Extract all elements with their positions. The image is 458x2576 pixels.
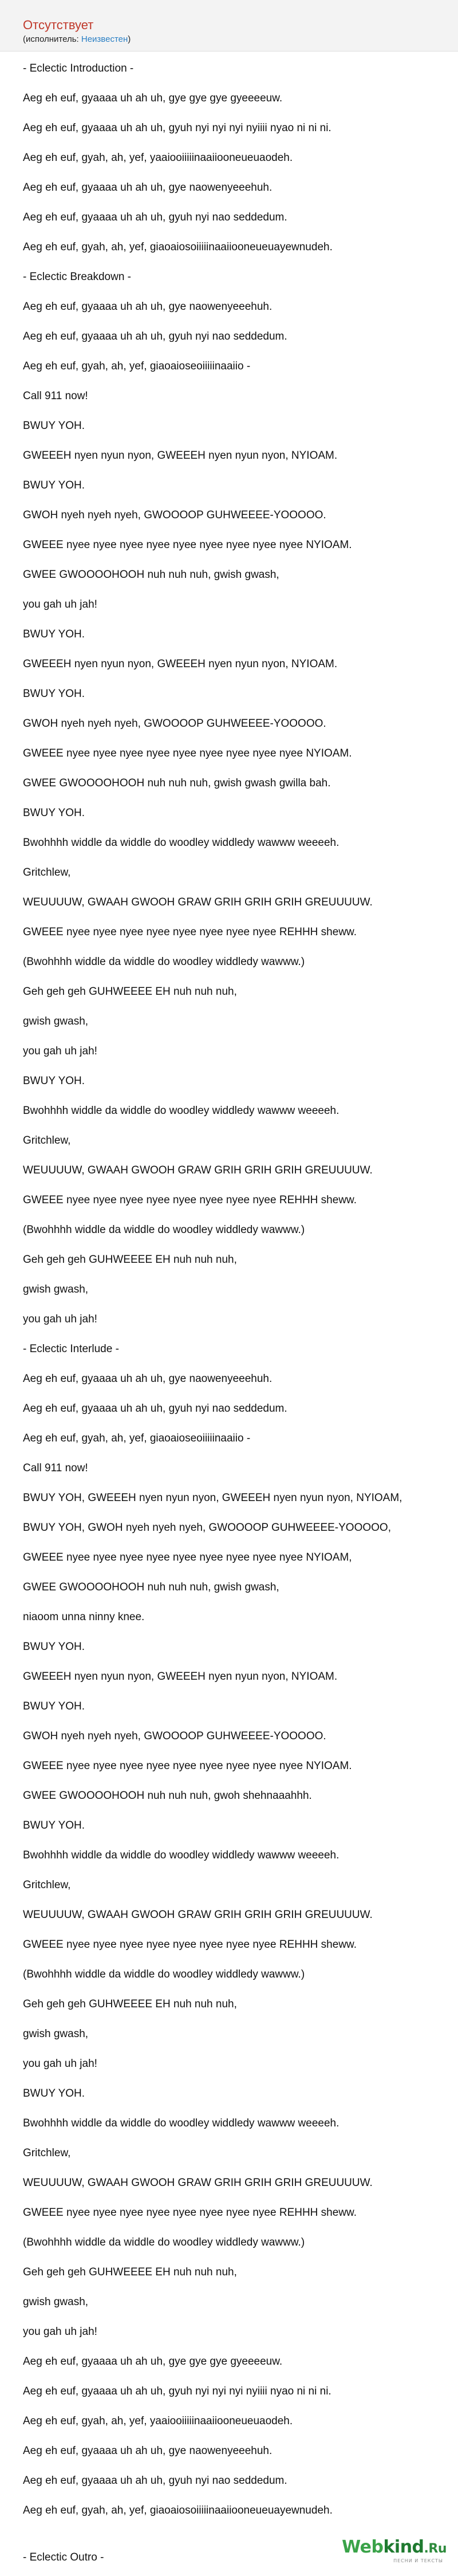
artist-prefix: (исполнитель: [23, 34, 81, 44]
lyric-line: BWUY YOH. [23, 1641, 85, 1653]
lyric-line: BWUY YOH, GWEEEH nyen nyun nyon, GWEEEH nyen nyun nyon, NYIOAM, [23, 1492, 402, 1504]
lyric-line: Aeg eh euf, gyah, ah, yef, giaoaiosoiiiiinaaiiooneueuayewnudeh. [23, 2504, 333, 2516]
lyric-line: BWUY YOH, GWOH nyeh nyeh nyeh, GWOOOOP GUHWEEEE-YOOOOO, [23, 1522, 391, 1534]
lyric-line: - Eclectic Introduction - [23, 62, 134, 74]
lyric-line: GWOH nyeh nyeh nyeh, GWOOOOP GUHWEEEE-YOOOOO. [23, 1730, 326, 1742]
lyric-line: Aeg eh euf, gyaaaa uh ah uh, gyuh nyi nao seddedum. [23, 2475, 287, 2487]
lyric-line: Aeg eh euf, gyaaaa uh ah uh, gye gye gye gyeeeeuw. [23, 92, 283, 104]
song-header [0, 0, 458, 52]
lyric-line: BWUY YOH. [23, 1075, 85, 1087]
lyric-line: - Eclectic Breakdown - [23, 271, 132, 283]
lyrics-body [0, 62, 458, 2534]
lyric-line: GWOH nyeh nyeh nyeh, GWOOOOP GUHWEEEE-YOOOOO. [23, 509, 326, 521]
lyric-line: GWEE GWOOOOHOOH nuh nuh nuh, gwish gwash, [23, 569, 279, 581]
lyric-line: Gritchlew, [23, 866, 71, 879]
lyric-line: BWUY YOH. [23, 1819, 85, 1831]
lyric-line: GWEEE nyee nyee nyee nyee nyee nyee nyee nyee nyee NYIOAM. [23, 1760, 352, 1772]
lyric-line: GWEEE nyee nyee nyee nyee nyee nyee nyee nyee nyee NYIOAM. [23, 747, 352, 759]
lyric-line: Geh geh geh GUHWEEEE EH nuh nuh nuh, [23, 2266, 237, 2278]
lyric-line: BWUY YOH. [23, 1700, 85, 1712]
lyric-line: Call 911 now! [23, 390, 88, 402]
lyric-line: Aeg eh euf, gyaaaa uh ah uh, gye gye gye gyeeeeuw. [23, 2356, 283, 2368]
logo-tagline: ПЕСНИ И ТЕКСТЫ [393, 2558, 443, 2563]
lyric-line: BWUY YOH. [23, 688, 85, 700]
lyric-line: Aeg eh euf, gyah, ah, yef, yaaiooiiiiinaaiiooneueuaodeh. [23, 2415, 293, 2427]
lyric-line: - Eclectic Interlude - [23, 1343, 119, 1355]
lyric-line: Aeg eh euf, gyaaaa uh ah uh, gye naowenyeeehuh. [23, 301, 273, 313]
lyric-line: WEUUUUW, GWAAH GWOOH GRAW GRIH GRIH GRIH GREUUUUW. [23, 1164, 373, 1176]
lyric-line: WEUUUUW, GWAAH GWOOH GRAW GRIH GRIH GRIH GREUUUUW. [23, 2177, 373, 2189]
song-title: Отсутствует [23, 18, 94, 32]
lyric-line: GWEEEH nyen nyun nyon, GWEEEH nyen nyun nyon, NYIOAM. [23, 1671, 338, 1683]
lyric-line: GWEEEH nyen nyun nyon, GWEEEH nyen nyun nyon, NYIOAM. [23, 450, 338, 462]
lyric-line: GWEEE nyee nyee nyee nyee nyee nyee nyee nyee REHHH sheww. [23, 926, 357, 938]
lyric-line: GWEEE nyee nyee nyee nyee nyee nyee nyee nyee REHHH sheww. [23, 1194, 357, 1206]
lyric-line: WEUUUUW, GWAAH GWOOH GRAW GRIH GRIH GRIH GREUUUUW. [23, 1909, 373, 1921]
lyric-line-last: - Eclectic Outro - [23, 2551, 104, 2563]
lyric-line: Call 911 now! [23, 1462, 88, 1474]
artist-link[interactable]: Неизвестен [81, 34, 128, 44]
lyric-line: you gah uh jah! [23, 1045, 97, 1057]
lyric-line: Aeg eh euf, gyaaaa uh ah uh, gyuh nyi nao seddedum. [23, 211, 287, 223]
lyric-line: Aeg eh euf, gyah, ah, yef, giaoaioseoiiiiinaaiio - [23, 1432, 251, 1444]
lyric-line: Geh geh geh GUHWEEEE EH nuh nuh nuh, [23, 986, 237, 998]
lyric-line: Bwohhhh widdle da widdle do woodley widdledy wawww weeeeh. [23, 837, 339, 849]
lyric-line: Aeg eh euf, gyaaaa uh ah uh, gyuh nyi nyi nyi nyiiii nyao ni ni ni. [23, 122, 331, 134]
lyric-line: GWEE GWOOOOHOOH nuh nuh nuh, gwish gwash, [23, 1581, 279, 1593]
logo-kind: kind [383, 2537, 424, 2557]
lyric-line: (Bwohhhh widdle da widdle do woodley widdledy wawww.) [23, 1968, 305, 1980]
logo-wordmark [342, 2538, 447, 2558]
lyric-line: (Bwohhhh widdle da widdle do woodley widdledy wawww.) [23, 956, 305, 968]
lyric-line: Bwohhhh widdle da widdle do woodley widdledy wawww weeeeh. [23, 1849, 339, 1861]
lyric-line: (Bwohhhh widdle da widdle do woodley widdledy wawww.) [23, 1224, 305, 1236]
lyric-line: gwish gwash, [23, 2296, 89, 2308]
artist-line [23, 33, 458, 46]
lyric-line: Gritchlew, [23, 1879, 71, 1891]
lyric-line: Aeg eh euf, gyah, ah, yef, yaaiooiiiiinaaiiooneueuaodeh. [23, 152, 293, 164]
lyric-line: Aeg eh euf, gyah, ah, yef, giaoaioseoiiiiinaaiio - [23, 360, 251, 372]
lyric-line: GWEEE nyee nyee nyee nyee nyee nyee nyee nyee REHHH sheww. [23, 1939, 357, 1951]
lyric-line: BWUY YOH. [23, 2087, 85, 2100]
lyric-line: Aeg eh euf, gyaaaa uh ah uh, gye naowenyeeehuh. [23, 2445, 273, 2457]
lyric-line: GWEEE nyee nyee nyee nyee nyee nyee nyee nyee nyee NYIOAM, [23, 1551, 352, 1563]
lyric-line: you gah uh jah! [23, 2326, 97, 2338]
lyric-line: gwish gwash, [23, 1015, 89, 1027]
lyric-line: gwish gwash, [23, 2028, 89, 2040]
lyric-line: GWEE GWOOOOHOOH nuh nuh nuh, gwish gwash gwilla bah. [23, 777, 331, 789]
artist-suffix: ) [128, 34, 131, 44]
lyric-line: GWEEE nyee nyee nyee nyee nyee nyee nyee nyee nyee NYIOAM. [23, 539, 352, 551]
lyric-line: Bwohhhh widdle da widdle do woodley widdledy wawww weeeeh. [23, 1105, 339, 1117]
lyric-line: you gah uh jah! [23, 2058, 97, 2070]
lyric-line: BWUY YOH. [23, 420, 85, 432]
lyric-line: gwish gwash, [23, 1283, 89, 1295]
lyric-line: BWUY YOH. [23, 479, 85, 491]
lyric-line: (Bwohhhh widdle da widdle do woodley widdledy wawww.) [23, 2236, 305, 2248]
webkind-logo[interactable] [342, 2538, 447, 2564]
lyric-line: niaoom unna ninny knee. [23, 1611, 145, 1623]
lyric-line: Gritchlew, [23, 2147, 71, 2159]
lyric-line: you gah uh jah! [23, 1313, 97, 1325]
lyric-line: WEUUUUW, GWAAH GWOOH GRAW GRIH GRIH GRIH GREUUUUW. [23, 896, 373, 908]
lyric-line: Aeg eh euf, gyaaaa uh ah uh, gye naowenyeeehuh. [23, 1373, 273, 1385]
lyric-line: you gah uh jah! [23, 598, 97, 610]
logo-web: Web [342, 2537, 384, 2557]
lyric-line: BWUY YOH. [23, 807, 85, 819]
lyric-line: Aeg eh euf, gyah, ah, yef, giaoaiosoiiiiinaaiiooneueuayewnudeh. [23, 241, 333, 253]
lyric-line: Geh geh geh GUHWEEEE EH nuh nuh nuh, [23, 1998, 237, 2010]
logo-ru: .Ru [424, 2542, 447, 2556]
lyric-line: Aeg eh euf, gyaaaa uh ah uh, gyuh nyi nao seddedum. [23, 330, 287, 342]
lyric-line: Aeg eh euf, gyaaaa uh ah uh, gye naowenyeeehuh. [23, 182, 273, 194]
lyric-line: Bwohhhh widdle da widdle do woodley widdledy wawww weeeeh. [23, 2117, 339, 2129]
lyric-line: Aeg eh euf, gyaaaa uh ah uh, gyuh nyi nyi nyi nyiiii nyao ni ni ni. [23, 2385, 331, 2397]
lyric-line: GWEEEH nyen nyun nyon, GWEEEH nyen nyun nyon, NYIOAM. [23, 658, 338, 670]
lyric-line: GWOH nyeh nyeh nyeh, GWOOOOP GUHWEEEE-YOOOOO. [23, 718, 326, 730]
lyric-line: Aeg eh euf, gyaaaa uh ah uh, gyuh nyi nao seddedum. [23, 1403, 287, 1415]
lyric-line: GWEEE nyee nyee nyee nyee nyee nyee nyee nyee REHHH sheww. [23, 2207, 357, 2219]
lyric-line: BWUY YOH. [23, 628, 85, 640]
lyric-line: Gritchlew, [23, 1135, 71, 1147]
lyric-line: Geh geh geh GUHWEEEE EH nuh nuh nuh, [23, 1254, 237, 1266]
lyric-line: GWEE GWOOOOHOOH nuh nuh nuh, gwoh shehnaaahhh. [23, 1790, 312, 1802]
